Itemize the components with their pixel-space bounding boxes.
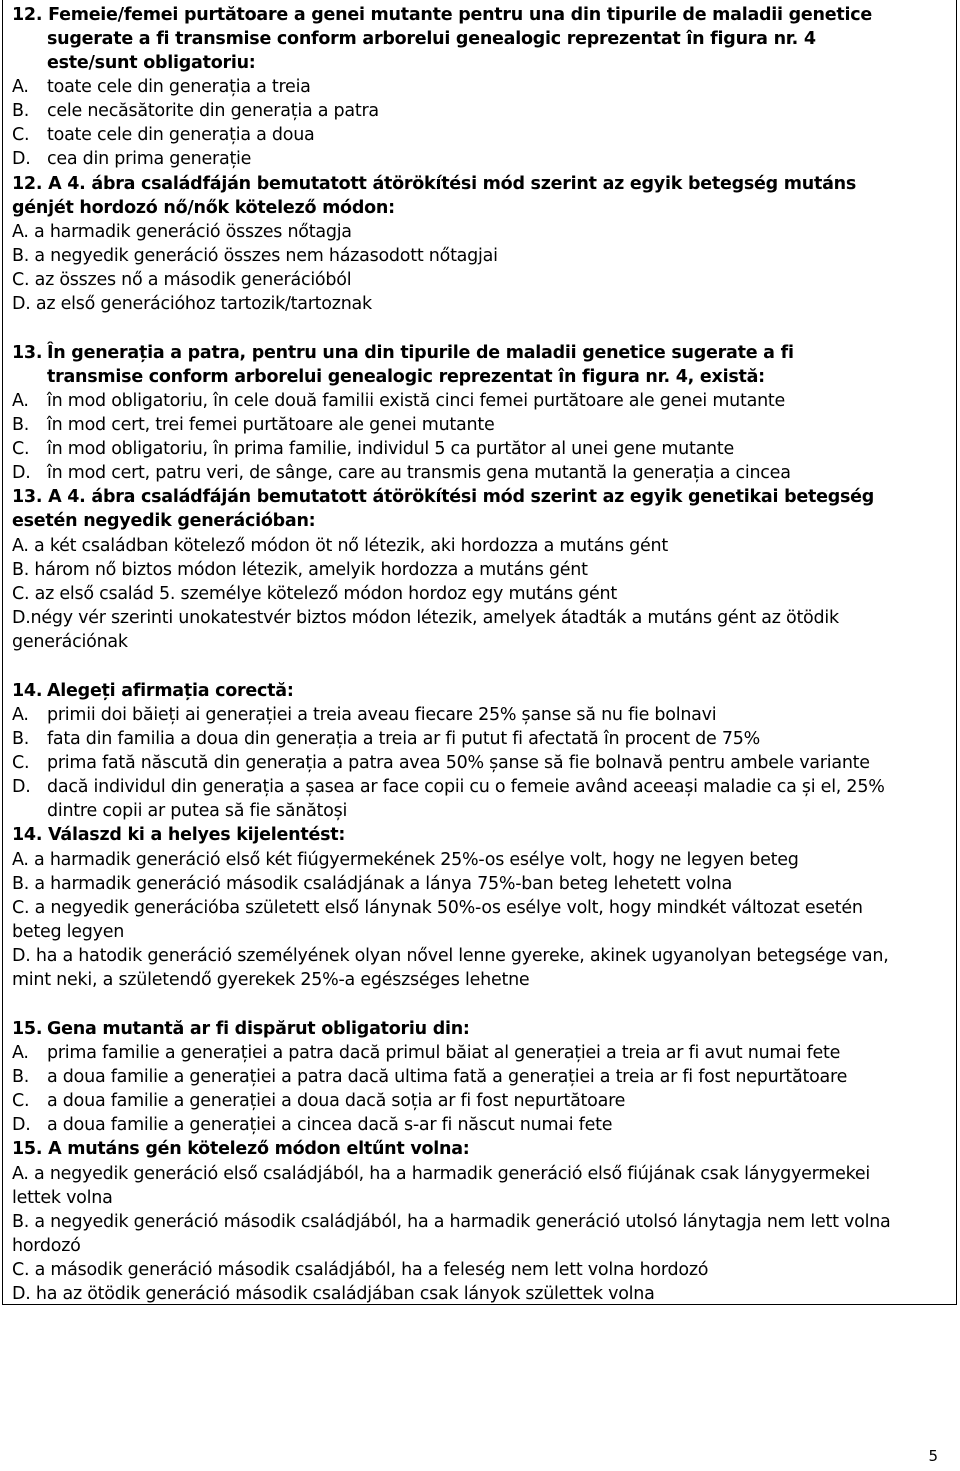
q13-ro-title-line-1: În generația a patra, pentru una din tipurile de maladii genetice sugerate a fi [47,343,794,363]
q14-ro-option-d [12,775,885,799]
q13-ro-option-b [12,413,494,437]
q12-ro-option-d [12,147,251,171]
q12-hu-option-a: A. a harmadik generáció összes nőtagja [12,222,352,242]
q15-ro-option-b [12,1065,847,1089]
option-text: în mod obligatoriu, în cele două familii există cinci femei purtătoare ale genei mutante [47,391,786,411]
q12-hu-option-b: B. a negyedik generáció összes nem házasodott nőtagjai [12,246,498,266]
q15-hu-line-b: B. a negyedik generáció második családjából, ha a harmadik generáció utolsó lánytagja nem lett volna [12,1212,891,1232]
q12-hu-title-line-1: 12. A 4. ábra családfáján bemutatott átörökítési mód szerint az egyik betegség mutáns [12,174,857,194]
q14-hu-line-a: A. a harmadik generáció első két fiúgyermekének 25%-os esélye volt, hogy ne legyen beteg [12,850,799,870]
option-text: fata din familia a doua din generația a treia ar fi putut fi afectată în procent de 75% [47,729,760,749]
option-label: B. [12,415,30,435]
option-text: prima fată născută din generația a patra avea 50% șanse să fie bolnavă pentru ambele variante [47,753,870,773]
q13-hu-line-d-cont: generációnak [12,632,128,652]
option-label: B. [12,1067,30,1087]
option-label: C. [12,125,30,145]
q14-hu-line-c: C. a negyedik generációba született első lánynak 50%-os esélye volt, hogy mindkét változat esetén [12,898,863,918]
q14-hu-title: 14. Válaszd ki a helyes kijelentést: [12,825,346,845]
q13-hu-line-d: D.négy vér szerinti unokatestvér biztos módon létezik, amelyek átadták a mutáns gént az ötödik [12,608,839,628]
q12-ro-option-c [12,123,315,147]
option-label: A. [12,1043,29,1063]
q15-hu-line-a: A. a negyedik generáció első családjából, ha a harmadik generáció első fiújának csak lánygyermekei [12,1164,871,1184]
option-label: C. [12,753,30,773]
option-label: B. [12,729,30,749]
q12-ro-option-b [12,99,379,123]
q14-hu-line-d: D. ha a hatodik generáció személyének olyan nővel lenne gyereke, akinek ugyanolyan betegsége van, [12,946,889,966]
page-number: 5 [928,1447,938,1465]
q14-ro-option-b [12,727,760,751]
q13-hu-line-b: B. három nő biztos módon létezik, amelyik hordozza a mutáns gént [12,560,588,580]
q14-ro-option-d-cont: dintre copii ar putea să fie sănătoși [47,801,348,821]
option-text: primii doi băieți ai generației a treia aveau fiecare 25% șanse să nu fie bolnavi [47,705,717,725]
option-label: A. [12,705,29,725]
q15-hu-line-a-cont: lettek volna [12,1188,113,1208]
q14-hu-line-b: B. a harmadik generáció második családjának a lánya 75%-ban beteg lehetett volna [12,874,733,894]
option-text: a doua familie a generației a doua dacă soția ar fi fost nepurtătoare [47,1091,626,1111]
option-text: prima familie a generației a patra dacă primul băiat al generației a treia ar fi avut numai fete [47,1043,841,1063]
q15-ro-number: 15. [12,1019,43,1039]
option-text: toate cele din generația a treia [47,77,311,97]
q15-ro-option-c [12,1089,625,1113]
option-label: C. [12,439,30,459]
option-text: cele necăsătorite din generația a patra [47,101,379,121]
q14-ro-title: Alegeți afirmația corectă: [47,681,294,701]
option-label: B. [12,101,30,121]
option-text: în mod cert, trei femei purtătoare ale genei mutante [47,415,495,435]
q13-ro-option-c [12,437,734,461]
option-label: D. [12,1115,31,1135]
q13-hu-title-line-1: 13. A 4. ábra családfáján bemutatott átörökítési mód szerint az egyik genetikai betegség [12,487,875,507]
option-text: cea din prima generație [47,149,252,169]
q14-hu-line-c-cont: beteg legyen [12,922,125,942]
q13-ro-option-a [12,389,785,413]
option-text: dacă individul din generația a șasea ar face copii cu o femeie având aceeași maladie ca și el, 25% [47,777,885,797]
q12-ro-title-line-2: sugerate a fi transmise conform arborelui genealogic reprezentat în figura nr. 4 [47,29,816,49]
q13-hu-line-c: C. az első család 5. személye kötelező módon hordoz egy mutáns gént [12,584,618,604]
option-text: în mod cert, patru veri, de sânge, care au transmis gena mutantă la generația a cincea [47,463,791,483]
q15-hu-line-b-cont: hordozó [12,1236,81,1256]
q14-ro-option-a [12,703,716,727]
option-text: a doua familie a generației a cincea dacă s-ar fi născut numai fete [47,1115,613,1135]
q14-ro-option-c [12,751,870,775]
option-label: A. [12,391,29,411]
option-text: în mod obligatoriu, în prima familie, individul 5 ca purtător al unei gene mutante [47,439,735,459]
q13-ro-option-d [12,461,791,485]
option-text: a doua familie a generației a patra dacă ultima fată a generației a treia ar fi fost nepurtătoare [47,1067,848,1087]
q13-ro-number: 13. [12,343,43,363]
option-label: C. [12,1091,30,1111]
q12-hu-option-c: C. az összes nő a második generációból [12,270,352,290]
q15-hu-line-c: C. a második generáció második családjából, ha a feleség nem lett volna hordozó [12,1260,709,1280]
q12-hu-option-d: D. az első generációhoz tartozik/tartoznak [12,294,372,314]
option-label: D. [12,463,31,483]
q13-ro-title-line-2: transmise conform arborelui genealogic reprezentat în figura nr. 4, există: [47,367,765,387]
q15-hu-title: 15. A mutáns gén kötelező módon eltűnt volna: [12,1139,470,1159]
q15-ro-title: Gena mutantă ar fi dispărut obligatoriu din: [47,1019,470,1039]
q12-ro-title-line-3: este/sunt obligatoriu: [47,53,256,73]
q14-ro-number: 14. [12,681,43,701]
q15-hu-line-d: D. ha az ötödik generáció második családjában csak lányok születtek volna [12,1284,655,1304]
option-label: A. [12,77,29,97]
option-label: D. [12,777,31,797]
q13-hu-title-line-2: esetén negyedik generációban: [12,511,316,531]
q12-ro-option-a [12,75,311,99]
q12-hu-title-line-2: génjét hordozó nő/nők kötelező módon: [12,198,395,218]
q15-ro-option-d [12,1113,612,1137]
q14-hu-line-d-cont: mint neki, a születendő gyerekek 25%-a egészséges lehetne [12,970,530,990]
q12-ro-title-line-1: 12. Femeie/femei purtătoare a genei mutante pentru una din tipurile de maladii genetice [12,5,872,25]
q13-hu-line-a: A. a két családban kötelező módon öt nő létezik, aki hordozza a mutáns gént [12,536,668,556]
option-text: toate cele din generația a doua [47,125,315,145]
option-label: D. [12,149,31,169]
q15-ro-option-a [12,1041,840,1065]
